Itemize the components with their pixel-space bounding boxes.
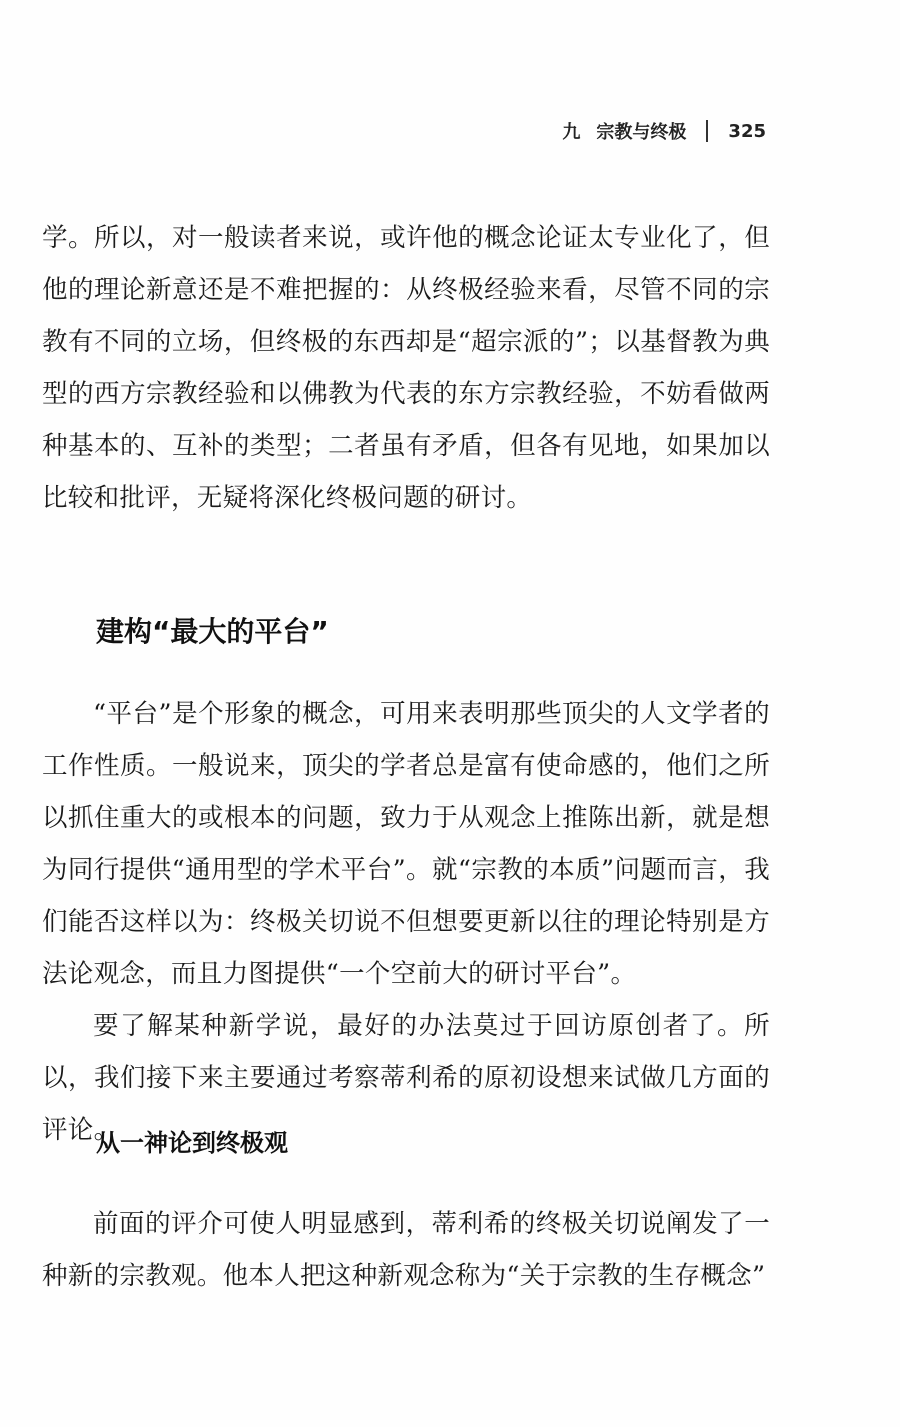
page-number: 325	[728, 120, 766, 142]
body-paragraph: 前面的评介可使人明显感到，蒂利希的终极关切说阐发了一种新的宗教观。他本人把这种新观念称为“关于宗教的生存概念”	[42, 1209, 770, 1291]
body-paragraph: 要了解某种新学说，最好的办法莫过于回访原创者了。所以，我们接下来主要通过考察蒂利希的原初设想来试做几方面的评论。	[42, 1011, 770, 1145]
subsection-body	[42, 1198, 770, 1302]
chapter-number: 九	[562, 122, 581, 143]
body-paragraph: 学。所以，对一般读者来说，或许他的概念论证太专业化了，但他的理论新意还是不难把握的：从终极经验来看，尽管不同的宗教有不同的立场，但终极的东西却是“超宗派的”；以基督教为典型的西方宗教经验和以佛教为代表的东方宗教经验，不妨看做两种基本的、互补的类型；二者虽有矛盾，但各有见地，如果加以比较和批评，无疑将深化终极问题的研讨。	[42, 223, 770, 513]
section-heading: 建构“最大的平台”	[96, 615, 329, 648]
continued-paragraph-block	[42, 212, 770, 524]
subsection-heading: 从一神论到终极观	[96, 1129, 288, 1157]
header-divider	[706, 120, 708, 142]
chapter-title: 宗教与终极	[596, 122, 687, 143]
running-header	[562, 118, 766, 144]
section-body	[42, 688, 770, 1156]
body-paragraph: “平台”是个形象的概念，可用来表明那些顶尖的人文学者的工作性质。一般说来，顶尖的学者总是富有使命感的，他们之所以抓住重大的或根本的问题，致力于从观念上推陈出新，就是想为同行提供“通用型的学术平台”。就“宗教的本质”问题而言，我们能否这样以为：终极关切说不但想要更新以往的理论特别是方法论观念，而且力图提供“一个空前大的研讨平台”。	[42, 699, 770, 989]
